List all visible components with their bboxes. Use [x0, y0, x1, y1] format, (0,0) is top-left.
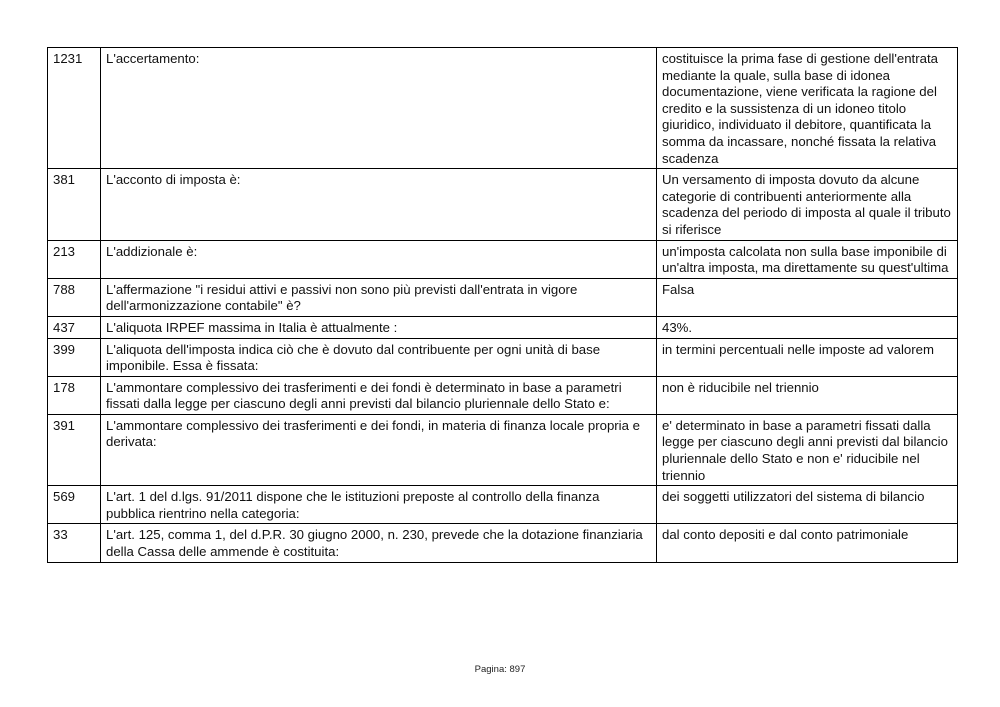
answer-cell: Falsa	[657, 278, 958, 316]
question-id-cell: 788	[48, 278, 101, 316]
question-cell: L'ammontare complessivo dei trasferimenti e dei fondi, in materia di finanza locale propria e derivata:	[101, 414, 657, 485]
answer-cell: dal conto depositi e dal conto patrimoniale	[657, 524, 958, 562]
answer-cell: un'imposta calcolata non sulla base imponibile di un'altra imposta, ma direttamente su quest'ultima	[657, 240, 958, 278]
question-cell: L'art. 125, comma 1, del d.P.R. 30 giugno 2000, n. 230, prevede che la dotazione finanziaria della Cassa delle ammende è costituita:	[101, 524, 657, 562]
table-row	[48, 486, 958, 524]
question-id-cell: 399	[48, 338, 101, 376]
answer-cell: dei soggetti utilizzatori del sistema di bilancio	[657, 486, 958, 524]
answer-cell: Un versamento di imposta dovuto da alcune categorie di contribuenti anteriormente alla scadenza del periodo di imposta al quale il tributo si riferisce	[657, 169, 958, 240]
question-cell: L'acconto di imposta è:	[101, 169, 657, 240]
question-cell: L'affermazione "i residui attivi e passivi non sono più previsti dall'entrata in vigore dell'armonizzazione contabile" è?	[101, 278, 657, 316]
page-number: Pagina: 897	[474, 664, 526, 675]
table-row	[48, 524, 958, 562]
table-row	[48, 376, 958, 414]
table-row	[48, 48, 958, 169]
question-id-cell: 178	[48, 376, 101, 414]
table-row	[48, 169, 958, 240]
question-id-cell: 391	[48, 414, 101, 485]
question-id-cell: 213	[48, 240, 101, 278]
qa-table-body	[48, 48, 958, 563]
question-id-cell: 1231	[48, 48, 101, 169]
question-cell: L'ammontare complessivo dei trasferimenti e dei fondi è determinato in base a parametri fissati dalla legge per ciascuno degli anni previsti dal bilancio pluriennale dello Stato e:	[101, 376, 657, 414]
question-id-cell: 33	[48, 524, 101, 562]
answer-cell: e' determinato in base a parametri fissati dalla legge per ciascuno degli anni previsti dal bilancio pluriennale dello Stato e non e' riducibile nel triennio	[657, 414, 958, 485]
question-cell: L'addizionale è:	[101, 240, 657, 278]
answer-cell: in termini percentuali nelle imposte ad valorem	[657, 338, 958, 376]
table-row	[48, 316, 958, 338]
question-id-cell: 381	[48, 169, 101, 240]
question-cell: L'accertamento:	[101, 48, 657, 169]
question-cell: L'aliquota IRPEF massima in Italia è attualmente :	[101, 316, 657, 338]
table-row	[48, 278, 958, 316]
qa-table	[47, 47, 958, 563]
answer-cell: non è riducibile nel triennio	[657, 376, 958, 414]
question-cell: L'aliquota dell'imposta indica ciò che è dovuto dal contribuente per ogni unità di base imponibile. Essa è fissata:	[101, 338, 657, 376]
question-id-cell: 437	[48, 316, 101, 338]
question-cell: L'art. 1 del d.lgs. 91/2011 dispone che le istituzioni preposte al controllo della finanza pubblica rientrino nella categoria:	[101, 486, 657, 524]
table-row	[48, 338, 958, 376]
answer-cell: costituisce la prima fase di gestione dell'entrata mediante la quale, sulla base di idonea documentazione, viene verificata la ragione del credito e la sussistenza di un idoneo titolo giuridico, individuato il debitore, quantificata la somma da incassare, nonché fissata la relativa scadenza	[657, 48, 958, 169]
table-row	[48, 414, 958, 485]
table-row	[48, 240, 958, 278]
answer-cell: 43%.	[657, 316, 958, 338]
question-id-cell: 569	[48, 486, 101, 524]
